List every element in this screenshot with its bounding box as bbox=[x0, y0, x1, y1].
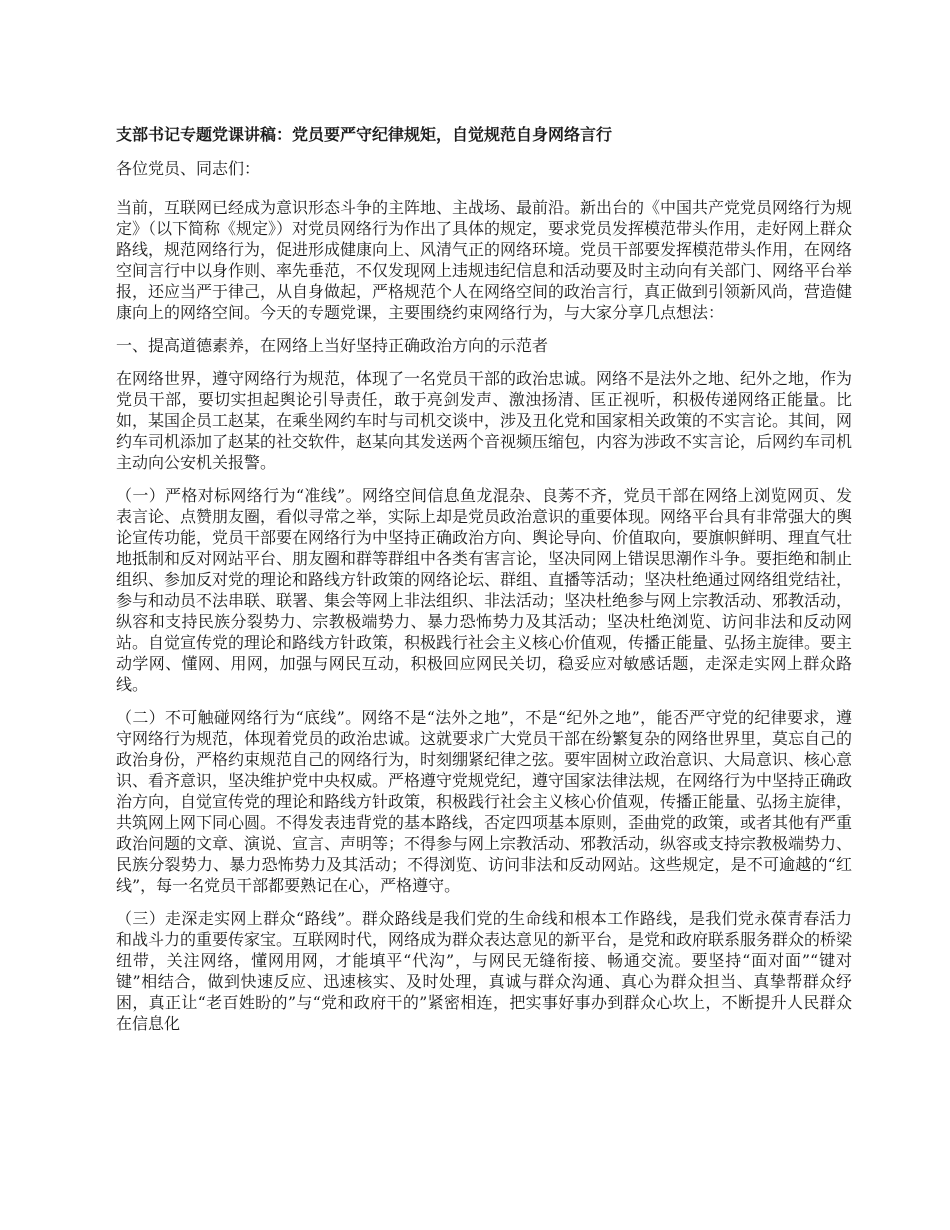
intro-paragraph: 当前，互联网已经成为意识形态斗争的主阵地、主战场、最前沿。新出台的《中国共产党党员网络行为规定》（以下简称《规定》）对党员网络行为作出了具体的规定，要求党员发挥模范带头作用，走好网上群众路线，规范网络行为，促进形成健康向上、风清气正的网络环境。党员干部要发挥模范带头作用，在网络空间言行中以身作则、率先垂范，不仅发现网上违规违纪信息和活动要及时主动向有关部门、网络平台举报，还应当严于律己，从自身做起，严格规范个人在网络空间的政治言行，真正做到引领新风尚，营造健康向上的网络空间。今天的专题党课，主要围绕约束网络行为，与大家分享几点想法： bbox=[116, 198, 853, 322]
subsection-2-paragraph: （二）不可触碰网络行为“底线”。网络不是“法外之地”，不是“纪外之地”，能否严守党的纪律要求，遵守网络行为规范，体现着党员的政治忠诚。这就要求广大党员干部在纷繁复杂的网络世界里，莫忘自己的政治身份，严格约束规范自己的网络行为，时刻绷紧纪律之弦。要牢固树立政治意识、大局意识、核心意识、看齐意识，坚决维护党中央权威。严格遵守党规党纪，遵守国家法律法规，在网络行为中坚持正确政治方向，自觉宣传党的理论和路线方针政策，积极践行社会主义核心价值观，传播正能量、弘扬主旋律，共筑网上网下同心圆。不得发表违背党的基本路线，否定四项基本原则，歪曲党的政策，或者其他有严重政治问题的文章、演说、宣言、声明等；不得参与网上宗教活动、邪教活动，纵容或支持宗教极端势力、民族分裂势力、暴力恐怖势力及其活动；不得浏览、访问非法和反动网站。这些规定，是不可逾越的“红线”，每一名党员干部都要熟记在心，严格遵守。 bbox=[116, 708, 853, 895]
subsection-1-paragraph: （一）严格对标网络行为“准线”。网络空间信息鱼龙混杂、良莠不齐，党员干部在网络上浏览网页、发表言论、点赞朋友圈，看似寻常之举，实际上却是党员政治意识的重要体现。网络平台具有非常强大的舆论宣传功能，党员干部要在网络行为中坚持正确政治方向、舆论导向、价值取向，要旗帜鲜明、理直气壮地抵制和反对网站平台、朋友圈和群等群组中各类有害言论，坚决同网上错误思潮作斗争。要拒绝和制止组织、参加反对党的理论和路线方针政策的网络论坛、群组、直播等活动；坚决杜绝通过网络组党结社，参与和动员不法串联、联署、集会等网上非法组织、非法活动；坚决杜绝参与网上宗教活动、邪教活动，纵容和支持民族分裂势力、宗教极端势力、暴力恐怖势力及其活动；坚决杜绝浏览、访问非法和反动网站。自觉宣传党的理论和路线方针政策，积极践行社会主义核心价值观，传播正能量、弘扬主旋律。要主动学网、懂网、用网，加强与网民互动，积极回应网民关切，稳妥应对敏感话题，走深走实网上群众路线。 bbox=[116, 486, 853, 694]
subsection-3-paragraph: （三）走深走实网上群众“路线”。群众路线是我们党的生命线和根本工作路线，是我们党永葆青春活力和战斗力的重要传家宝。互联网时代，网络成为群众表达意见的新平台，是党和政府联系服务群众的桥梁纽带，关注网络，懂网用网，才能填平“代沟”，与网民无缝衔接、畅通交流。要坚持“面对面”“键对键”相结合，做到快速反应、迅速核实、及时处理，真诚与群众沟通、真心为群众担当、真挚帮群众纾困，真正让“老百姓盼的”与“党和政府干的”紧密相连，把实事好事办到群众心坎上，不断提升人民群众在信息化 bbox=[116, 909, 853, 1033]
document-page bbox=[116, 124, 852, 1046]
document-title: 支部书记专题党课讲稿：党员要严守纪律规矩，自觉规范自身网络言行 bbox=[116, 125, 613, 144]
section-1-paragraph: 在网络世界，遵守网络行为规范，体现了一名党员干部的政治忠诚。网络不是法外之地、纪外之地，作为党员干部，要切实担起舆论引导责任，敢于亮剑发声、激浊扬清、匡正视听，积极传递网络正能量。比如，某国企员工赵某，在乘坐网约车时与司机交谈中，涉及丑化党和国家相关政策的不实言论。其间，网约车司机添加了赵某的社交软件，赵某向其发送两个音视频压缩包，内容为涉政不实言论，后网约车司机主动向公安机关报警。 bbox=[116, 369, 853, 472]
section-1-heading: 一、提高道德素养，在网络上当好坚持正确政治方向的示范者 bbox=[116, 336, 549, 355]
greeting: 各位党员、同志们： bbox=[116, 159, 261, 178]
